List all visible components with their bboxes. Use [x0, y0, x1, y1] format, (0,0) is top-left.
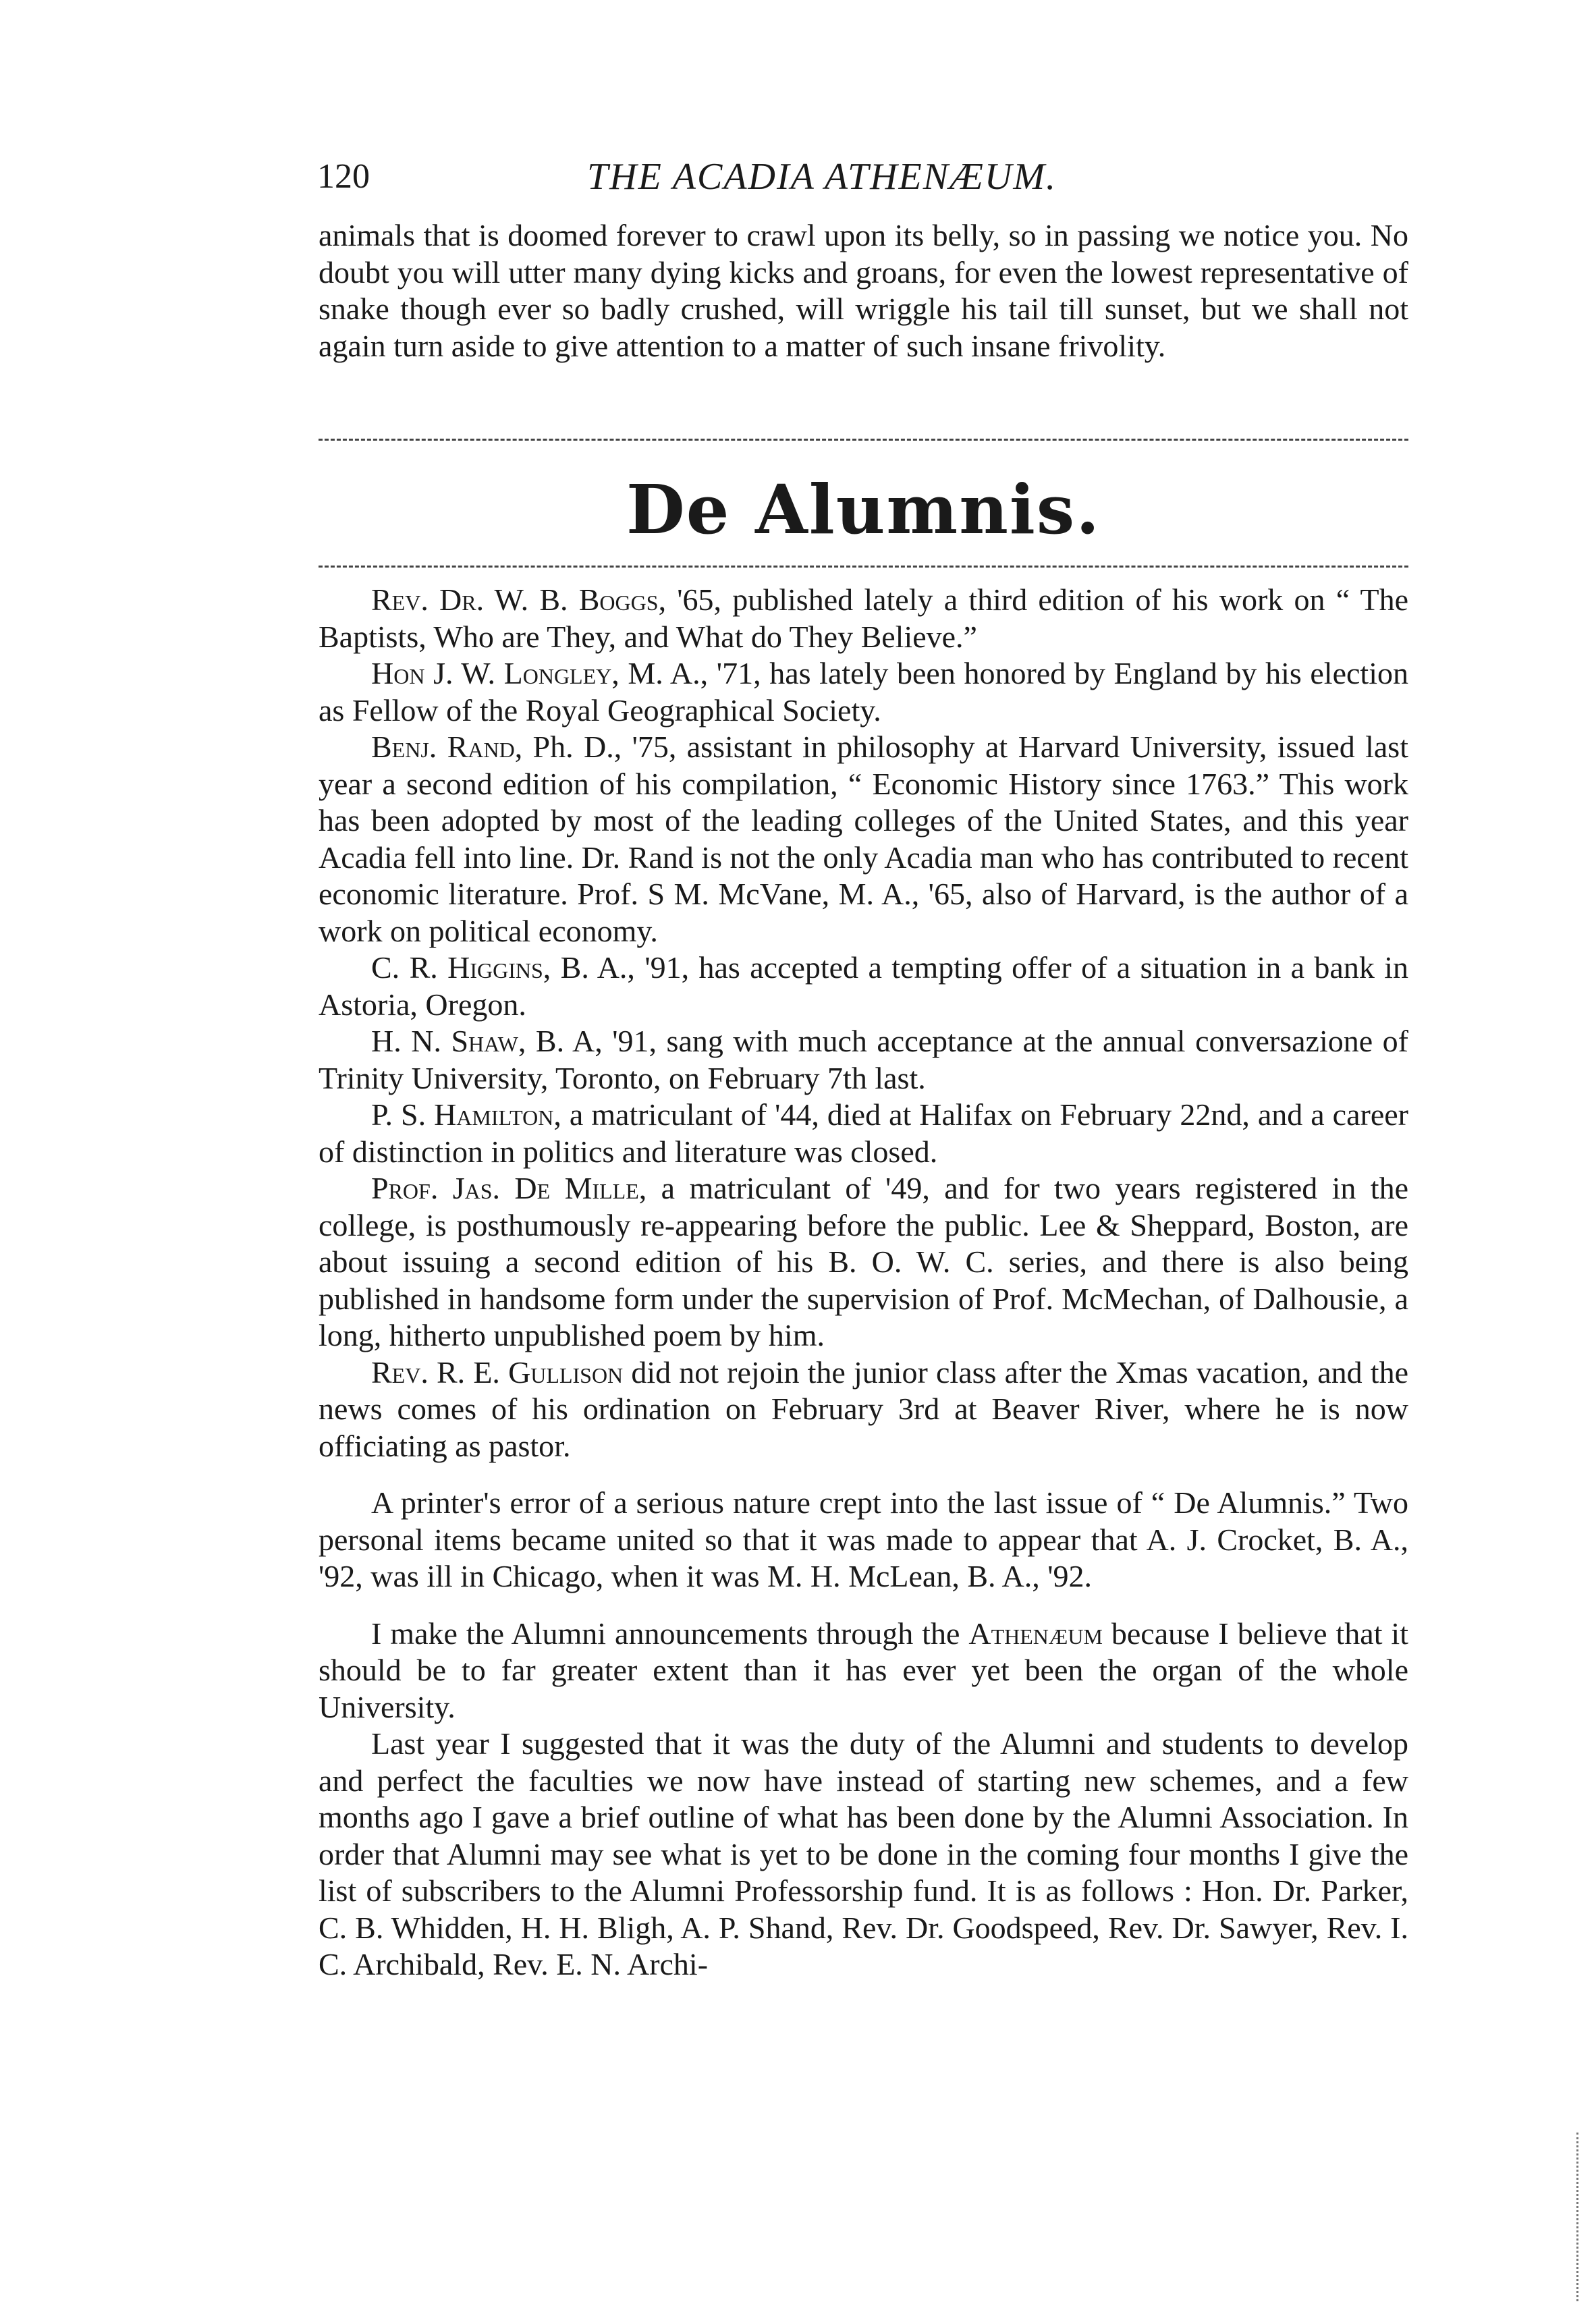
- alumni-note: [319, 655, 1408, 729]
- margin-scan-mark: [1576, 2133, 1578, 2301]
- alumni-note: [319, 1170, 1408, 1354]
- alumnus-note-text: , B. A, '91, sang with much acceptance at the annual conversazione of Trinity University, Toronto, on February 7th last.: [319, 1024, 1408, 1095]
- alumni-note: [319, 1354, 1408, 1465]
- letter-text-before: I make the Alumni announcements through the: [371, 1616, 969, 1651]
- intro-paragraph: [319, 217, 1408, 364]
- running-head: THE ACADIA ATHENÆUM.: [587, 156, 1057, 198]
- alumnus-note-text: , a matriculant of '44, died at Halifax on February 22nd, and a career of distinction in politics and literature was closed.: [319, 1097, 1408, 1169]
- alumni-note: [319, 729, 1408, 950]
- erratum-paragraph: A printer's error of a serious nature crept into the last issue of “ De Alumnis.” Two personal items became united so that it was made to appear that A. J. Crocket, B. A., '92, was ill in Chicago, when it was M. H. McLean, B. A., '92.: [319, 1485, 1408, 1593]
- alumni-note: [319, 1097, 1408, 1170]
- alumni-notes: [319, 582, 1408, 1983]
- alumni-note: [319, 950, 1408, 1023]
- section-rule-top: [319, 439, 1408, 441]
- alumnus-note-text: , a matriculant of '49, and for two years registered in the college, is posthumously re-appearing before the public. Lee & Sheppard, Boston, are about issuing a second edition of his B. O. W. C. series, and there is also being published in handsome form under the supervision of Prof. McMechan, of Dalhousie, a long, hitherto unpublished poem by him.: [319, 1171, 1408, 1352]
- alumnus-note-text: , '65, published lately a third edition of his work on “ The Baptists, Who are They, and What do They Believe.”: [319, 582, 1408, 654]
- alumni-note: [319, 1023, 1408, 1097]
- section-rule-bottom: [319, 566, 1408, 568]
- page-number: 120: [317, 157, 370, 196]
- alumni-note: [319, 582, 1408, 655]
- alumnus-note-text: , M. A., '71, has lately been honored by England by his election as Fellow of the Royal Geographical Society.: [319, 656, 1408, 727]
- journal-name: Athenæum: [968, 1616, 1103, 1651]
- alumnus-name: Rev. R. E. Gullison: [371, 1354, 624, 1390]
- alumnus-name: Hon J. W. Longley: [371, 656, 612, 690]
- alumnus-name: Rev. Dr. W. B. Boggs: [371, 582, 659, 617]
- letter-paragraph: [319, 1616, 1408, 1726]
- alumnus-note-text: , B. A., '91, has accepted a tempting offer of a situation in a bank in Astoria, Oregon.: [319, 950, 1408, 1022]
- alumnus-note-text: did not rejoin the junior class after the Xmas vacation, and the news comes of his ordination on February 3rd at Beaver River, where he is now officiating as pastor.: [319, 1354, 1409, 1463]
- section-title: De Alumnis.: [626, 470, 1101, 549]
- letter-paragraph: [319, 1726, 1408, 1983]
- page-header: [317, 150, 1410, 204]
- intro-text: animals that is doomed forever to crawl upon its belly, so in passing we notice you. No doubt you will utter many dying kicks and groans, for even the lowest representative of snake though ever so badly crushed, will wriggle his tail till sunset, but we shall not again turn aside to give attention to a matter of such insane frivolity.: [319, 218, 1408, 363]
- alumnus-name: P. S. Hamilton: [371, 1097, 554, 1132]
- letter-text: Last year I suggested that it was the duty of the Alumni and students to develop and perfect the faculties we now have instead of starting new schemes, and a few months ago I gave a brief outline of what has been done by the Alumni Association. In order that Alumni may see what is yet to be done in the coming four months I give the list of subscribers to the Alumni Professorship fund. It is as follows : Hon. Dr. Parker, C. B. Whidden, H. H. Bligh, A. P. Shand, Rev. Dr. Goodspeed, Rev. Dr. Sawyer, Rev. I. C. Archibald, Rev. E. N. Archi-: [319, 1726, 1408, 1981]
- alumnus-name: C. R. Higgins: [371, 950, 543, 985]
- letter-text-after: because I believe that it should be to far greater extent than it has ever yet been the organ of the whole University.: [319, 1616, 1408, 1724]
- alumnus-name: Benj. Rand: [371, 730, 515, 764]
- alumnus-note-text: , Ph. D., '75, assistant in philosophy at Harvard University, issued last year a second edition of his compilation, “ Economic History since 1763.” This work has been adopted by most of the leading colleges of the United States, and this year Acadia fell into line. Dr. Rand is not the only Acadia man who has contributed to recent economic literature. Prof. S M. McVane, M. A., '65, also of Harvard, is the author of a work on political economy.: [319, 730, 1408, 948]
- alumnus-name: H. N. Shaw: [371, 1024, 518, 1058]
- alumnus-name: Prof. Jas. De Mille: [371, 1171, 639, 1205]
